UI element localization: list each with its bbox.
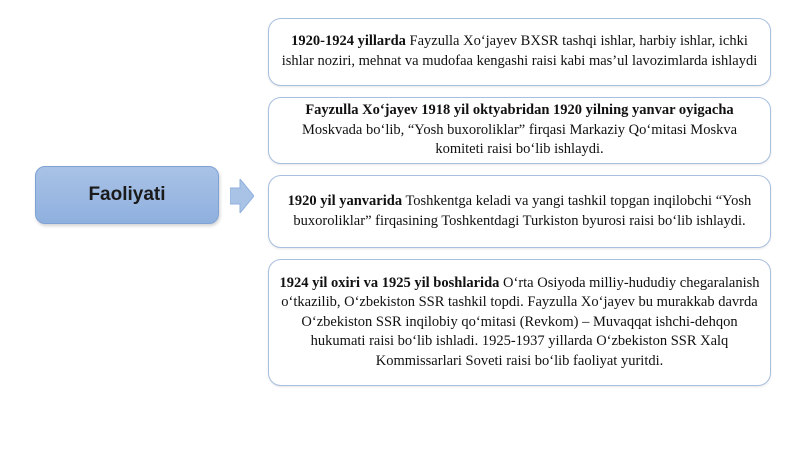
main-topic-label: Faoliyati [88, 184, 166, 205]
event-body: Fayzulla Xo‘jayev BXSR tashqi ishlar, harbiy ishlar, ichki ishlar noziri, mehnat va mudofaa kengashi raisi kabi mas’ul lavozimlarda ishlaydi [281, 33, 758, 69]
right-arrow-icon [230, 179, 254, 213]
event-box-1 [268, 18, 771, 86]
event-lead: 1920 yil yanvarida [287, 192, 403, 209]
event-text [279, 32, 760, 71]
event-text [279, 274, 760, 372]
event-lead: Fayzulla Xo‘jayev 1918 yil oktyabridan 1920 yilning yanvar oyigacha [305, 102, 734, 119]
event-box-4 [268, 259, 771, 386]
event-text [279, 192, 760, 231]
event-lead: 1924 yil oxiri va 1925 yil boshlarida [279, 274, 500, 291]
event-body: O‘rta Osiyoda milliy-hududiy chegaralanish o‘tkazilib, O‘zbekiston SSR tashkil topdi. Fayzulla Xo‘jayev bu murakkab davrda O‘zbekiston SSR inqilobiy qo‘mitasi (Revkom) – Muvaqqat ishchi-dehqon hukumati raisi bo‘lib ishladi. 1925-1937 yillarda O‘zbekiston SSR Xalq Kommissarlari Soveti raisi bo‘lib faoliyat yuritdi. [281, 274, 760, 369]
event-box-2 [268, 97, 771, 164]
main-topic-box [35, 166, 219, 224]
event-text [279, 101, 760, 160]
event-body: Toshkentga keladi va yangi tashkil topgan inqilobchi “Yosh buxoroliklar” firqasining Toshkentdagi Turkiston byurosi raisi bo‘lib ishlaydi. [293, 192, 752, 229]
event-lead: 1920-1924 yillarda [291, 33, 406, 50]
event-box-3 [268, 175, 771, 248]
event-body: Moskvada bo‘lib, “Yosh buxoroliklar” firqasi Markaziy Qo‘mitasi Moskva komiteti raisi bo‘lib ishlaydi. [301, 121, 738, 158]
